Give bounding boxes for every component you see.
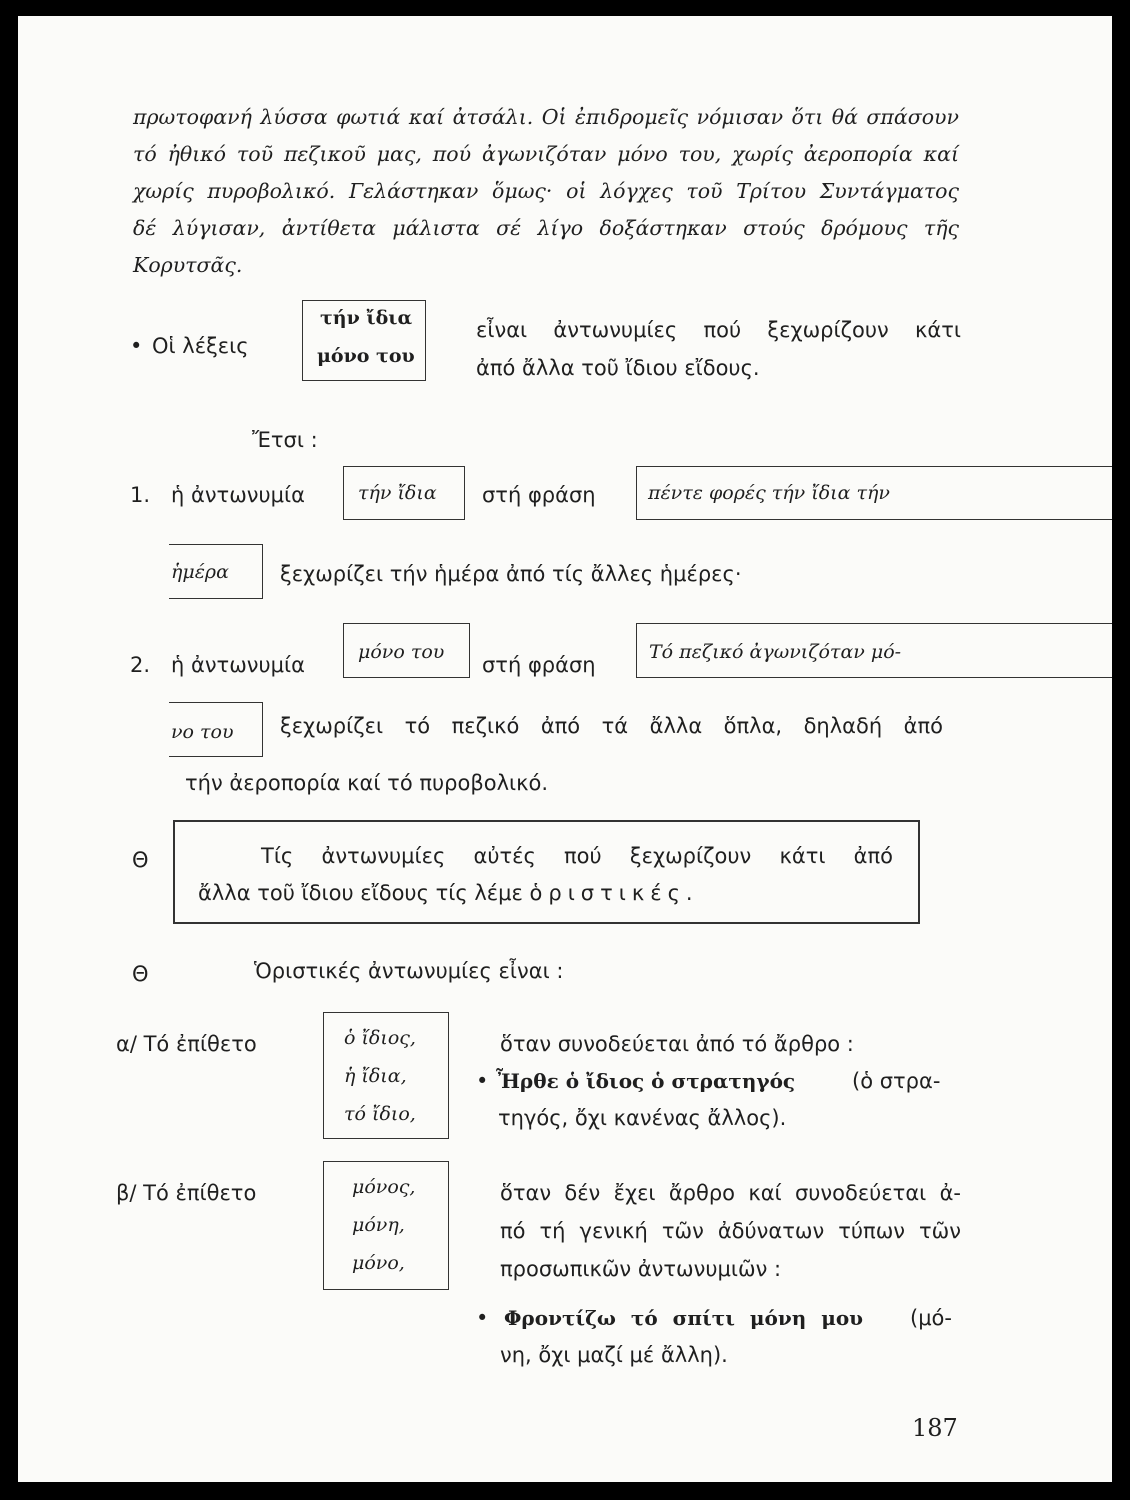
example-1-phrase-part-2: ἡμέρα	[171, 561, 229, 583]
item-a-forms-box	[323, 1012, 449, 1139]
example-1-phrase-label: στή φράση	[482, 483, 596, 507]
item-b-condition-3: προσωπικῶν ἀντωνυμιῶν :	[500, 1257, 782, 1281]
item-b-example-bullet: •	[476, 1306, 489, 1330]
item-b-label: β/ Τό ἐπίθετο	[116, 1181, 257, 1205]
example-2-phrase-part-1: Τό πεζικό ἀγωνιζόταν μό-	[649, 641, 902, 663]
item-b-form: μόνος,	[352, 1176, 416, 1198]
example-2-phrase-box-start	[636, 623, 1112, 678]
example-2-explanation-2: τήν ἀεροπορία καί τό πυροβολικό.	[185, 771, 548, 795]
definition-word-box	[302, 300, 426, 381]
item-a-example-rest-1: (ὁ στρα-	[852, 1069, 941, 1093]
intro-line: τό ἠθικό τοῦ πεζικοῦ μας, πού ἀγωνιζόταν μόνο του, χωρίς ἀεροπορία καί	[133, 142, 959, 166]
oristikes-heading: Ὁριστικές ἀντωνυμίες εἶναι :	[254, 959, 564, 983]
example-1-label: ἡ ἀντωνυμία	[171, 483, 305, 507]
example-2-phrase-label: στή φράση	[482, 653, 596, 677]
intro-line: Κορυτσᾶς.	[133, 253, 243, 277]
item-b-form: μόνη,	[352, 1214, 405, 1236]
example-1-number: 1.	[130, 483, 151, 507]
intro-line: χωρίς πυροβολικό. Γελάστηκαν ὅμως· οἱ λόγχες τοῦ Τρίτου Συντάγματος	[133, 179, 959, 203]
item-b-condition-1: ὅταν δέν ἔχει ἄρθρο καί συνοδεύεται ἀ-	[500, 1181, 961, 1205]
book-page	[18, 16, 1112, 1482]
example-1-pronoun-box	[343, 466, 465, 520]
example-2-phrase-part-2: νο του	[171, 721, 234, 743]
example-2-phrase-box-end	[169, 702, 263, 757]
example-2-pronoun: μόνο του	[358, 641, 445, 663]
item-b-example-bold: Φροντίζω τό σπίτι μόνη μου	[504, 1306, 864, 1330]
intro-line: δέ λύγισαν, ἀντίθετα μάλιστα σέ λίγο δοξάστηκαν στούς δρόμους τῆς	[133, 216, 959, 240]
item-b-example-rest-2: νη, ὄχι μαζί μέ ἄλλη).	[500, 1343, 728, 1367]
rule-line-2: ἄλλα τοῦ ἴδιου εἴδους τίς λέμε ὁριστικές.	[198, 881, 699, 905]
rule-line-1: Τίς ἀντωνυμίες αὐτές πού ξεχωρίζουν κάτι ἀπό	[261, 844, 893, 868]
definition-bullet: •	[130, 334, 143, 358]
definition-word-1: τήν ἴδια	[320, 307, 413, 329]
example-2-label: ἡ ἀντωνυμία	[171, 653, 305, 677]
item-b-form: μόνο,	[352, 1252, 405, 1274]
theta-icon: Θ	[132, 848, 149, 872]
etsi-label: Ἔτσι :	[252, 428, 318, 452]
example-2-pronoun-box	[343, 623, 470, 678]
item-a-label: α/ Τό ἐπίθετο	[116, 1032, 257, 1056]
example-2-number: 2.	[130, 653, 151, 677]
intro-paragraph	[133, 99, 959, 284]
item-a-form: ἡ ἴδια,	[344, 1065, 407, 1087]
definition-text-line-1: εἶναι ἀντωνυμίες πού ξεχωρίζουν κάτι	[476, 318, 961, 342]
item-a-form: τό ἴδιο,	[344, 1103, 416, 1125]
example-1-pronoun: τήν ἴδια	[358, 482, 437, 504]
item-b-forms-box	[323, 1161, 449, 1290]
item-b-condition-2: πό τή γενική τῶν ἀδύνατων τύπων τῶν	[500, 1219, 961, 1243]
rule-term: ὁριστικές.	[529, 881, 699, 905]
definition-word-2: μόνο του	[317, 345, 415, 367]
definition-lead: Οἱ λέξεις	[152, 334, 249, 358]
page-number: 187	[912, 1414, 958, 1442]
example-1-phrase-part-1: πέντε φορές τήν ἴδια τήν	[648, 482, 890, 504]
item-a-condition: ὅταν συνοδεύεται ἀπό τό ἄρθρο :	[500, 1032, 854, 1056]
example-1-phrase-box-end	[169, 544, 263, 599]
rule-box	[173, 820, 920, 924]
example-1-phrase-box-start	[636, 466, 1112, 520]
item-b-example-rest-1: (μό-	[910, 1306, 952, 1330]
definition-text-line-2: ἀπό ἄλλα τοῦ ἴδιου εἴδους.	[476, 356, 760, 380]
item-a-example-bullet: •	[476, 1069, 489, 1093]
example-2-explanation-1: ξεχωρίζει τό πεζικό ἀπό τά ἄλλα ὅπλα, δηλαδή ἀπό	[280, 714, 943, 738]
intro-line: πρωτοφανή λύσσα φωτιά καί ἀτσάλι. Οἱ ἐπιδρομεῖς νόμισαν ὅτι θά σπάσουν	[133, 105, 959, 129]
example-1-explanation: ξεχωρίζει τήν ἡμέρα ἀπό τίς ἄλλες ἡμέρες·	[280, 562, 742, 586]
item-a-example-rest-2: τηγός, ὄχι κανένας ἄλλος).	[498, 1106, 787, 1130]
item-a-form: ὁ ἴδιος,	[344, 1027, 416, 1049]
item-a-example-bold: Ἦρθε ὁ ἴδιος ὁ στρατηγός	[496, 1069, 796, 1093]
theta-icon: Θ	[132, 962, 149, 986]
